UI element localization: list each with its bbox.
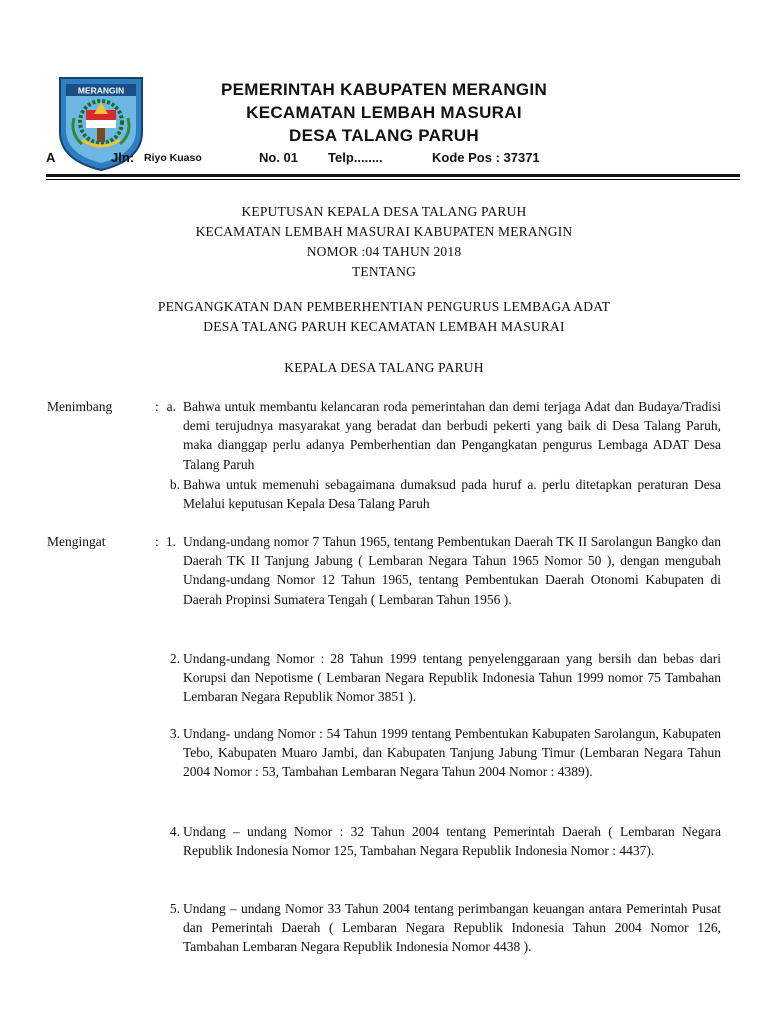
mengingat-label: Mengingat	[47, 534, 106, 549]
mengingat-marker-4: 4.	[169, 824, 180, 839]
mengingat-marker-2: 2.	[169, 651, 180, 666]
letterhead-line-regency: PEMERINTAH KABUPATEN MERANGIN	[220, 80, 548, 99]
mengingat-item-4: Undang – undang Nomor : 32 Tahun 2004 tentang Pemerintah Daerah ( Lembaran Negara Republik Indonesia Nomor 125, Tambahan Negara Republik Indonesia Nomor : 4437).	[183, 824, 721, 859]
mengingat-item-3: Undang- undang Nomor : 54 Tahun 1999 tentang Pembentukan Kabupaten Sarolangun, Kabupaten Tebo, Kabupaten Muaro Jambi, dan Kabupaten Tanjung Jabung Timur (Lembaran Negara Tahun 2004 Nomor : 53, Tambahan Lembaran Negara Tahun 2004 Nomor : 4389).	[183, 726, 721, 780]
address-prefix: A	[46, 150, 56, 165]
svg-text:MERANGIN: MERANGIN	[77, 85, 125, 96]
decree-subject-line1: PENGANGKATAN DAN PEMBERHENTIAN PENGURUS LEMBAGA ADAT	[157, 299, 611, 314]
letterhead-divider-thin	[46, 179, 740, 180]
letterhead-line-district: KECAMATAN LEMBAH MASURAI	[246, 103, 522, 122]
address-street: Riyo Kuaso	[144, 152, 202, 164]
menimbang-colon: :	[155, 399, 159, 414]
address-phone: Telp........	[328, 150, 383, 165]
decree-heading	[60, 202, 708, 282]
menimbang-item-b: Bahwa untuk memenuhi sebagaimana dumaksud pada huruf a. perlu ditetapkan peraturan Desa Melalui keputusan Kepala Desa Talang Paruh	[183, 477, 721, 512]
letterhead-address	[46, 149, 726, 167]
decree-authority-text: KEPALA DESA TALANG PARUH	[284, 360, 484, 375]
decree-subject	[60, 297, 708, 337]
menimbang-item-a: Bahwa untuk membantu kelancaran roda pemerintahan dan demi terjaga Adat dan Budaya/Tradisi demi terujudnya masyarakat yang beradat dan berbudi pekerti yang baik di Desa Talang Paruh, maka dianggap perlu adanya Pemberhentian dan Pengangkatan pengurus Lembaga ADAT Desa Talang Paruh	[183, 399, 721, 472]
mengingat-marker-3: 3.	[169, 726, 180, 741]
decree-number: NOMOR :04 TAHUN 2018	[306, 244, 462, 259]
address-number: No. 01	[259, 150, 299, 165]
decree-title: KEPUTUSAN KEPALA DESA TALANG PARUH	[241, 204, 527, 219]
address-postal-code: Kode Pos : 37371	[432, 150, 540, 165]
decree-district: KECAMATAN LEMBAH MASURAI KABUPATEN MERANGIN	[195, 224, 573, 239]
letterhead-line-village: DESA TALANG PARUH	[289, 126, 479, 145]
menimbang-marker-b: b.	[169, 477, 180, 492]
address-street-label: Jln:	[111, 150, 135, 165]
menimbang-marker-a: a.	[166, 399, 176, 414]
letterhead-title	[150, 78, 618, 147]
decree-subject-line2: DESA TALANG PARUH KECAMATAN LEMBAH MASURAI	[203, 319, 565, 334]
decree-authority	[60, 358, 708, 378]
mengingat-item-1: Undang-undang nomor 7 Tahun 1965, tentang Pembentukan Daerah TK II Sarolangun Bangko dan Daerah TK II Tanjung Jabung ( Lembaran Negara Tahun 1965 Nomor 50 ), dengan mengubah Undang-undang Nomor 12 Tahun 1965, tentang Pembentukan Daerah Otonomi Kabupaten di Daerah Propinsi Sumatera Tengah ( Lembaran Tahun 1956 ).	[183, 534, 721, 607]
letterhead-divider-thick	[46, 174, 740, 177]
menimbang-label: Menimbang	[47, 399, 113, 414]
mengingat-marker-5: 5.	[169, 901, 180, 916]
mengingat-colon: :	[155, 534, 159, 549]
mengingat-item-2: Undang-undang Nomor : 28 Tahun 1999 tentang penyelenggaraan yang bersih dan bebas dari Korupsi dan Nepotisme ( Lembaran Negara Republik Indonesia Tahun 1999 nomor 75 Tambahan Lembaran Negara Republik Nomor 3851 ).	[183, 651, 721, 705]
mengingat-marker-1: 1.	[165, 534, 176, 549]
decree-about: TENTANG	[351, 264, 417, 279]
mengingat-item-5: Undang – undang Nomor 33 Tahun 2004 tentang perimbangan keuangan antara Pemerintah Pusat dan Pemerintah Daerah ( Lembaran Negara Republik Indonesia Tahun 2004 Nomor 126, Tambahan Lembaran Negara Republik Indonesia Nomor 4438 ).	[183, 901, 721, 955]
